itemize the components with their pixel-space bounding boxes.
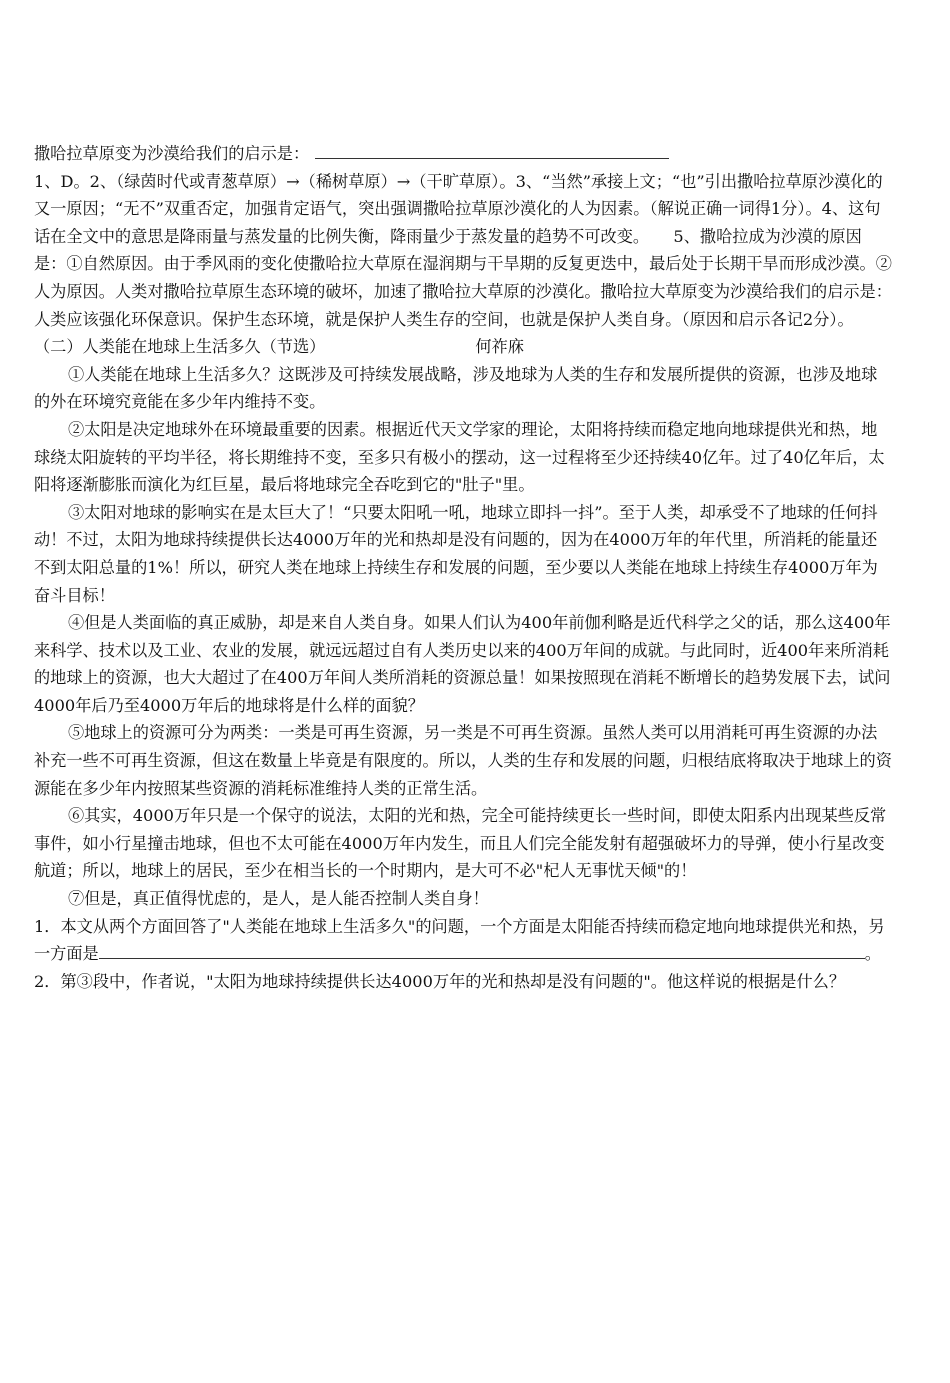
question-1-text: 1．本文从两个方面回答了"人类能在地球上生活多久"的问题，一个方面是太阳能否持续而稳定地向地球提供光和热，另一方面是 bbox=[34, 916, 885, 964]
paragraph-1: ①人类能在地球上生活多久？这既涉及可持续发展战略，涉及地球为人类的生存和发展所提供的资源，也涉及地球的外在环境究竟能在多少年内维持不变。 bbox=[34, 364, 878, 412]
section-author: 何祚庥 bbox=[475, 337, 524, 357]
paragraph-6: ⑥其实，4000万年只是一个保守的说法，太阳的光和热，完全可能持续更长一些时间，即使太阳系内出现某些反常事件，如小行星撞击地球，但也不太可能在4000万年内发生，而且人们完全能发射有超强破坏力的导弹，使小行星改变航道；所以，地球上的居民，至少在相当长的一个时期内，是大可不必"杞人无事忧天倾"的！ bbox=[34, 806, 887, 881]
answer-key: 1、D。2、（绿茵时代或青葱草原）→（稀树草原）→（干旷草原）。3、“当然”承接上文；“也”引出撒哈拉草原沙漠化的又一原因；“无不”双重否定，加强肯定语气，突出强调撒哈拉草原沙漠化的人为因素。（解说正确一词得1分）。4、这句话在全文中的意思是降雨量与蒸发量的比例失衡，降雨量少于蒸发量的趋势不可改变。 5、撒哈拉成为沙漠的原因是：①自然原因。由于季风雨的变化使撒哈拉大草原在湿润期与干旱期的反复更迭中，最后处于长期干旱而形成沙漠。②人为原因。人类对撒哈拉草原生态环境的破坏，加速了撒哈拉大草原的沙漠化。撒哈拉大草原变为沙漠给我们的启示是：人类应该强化环保意识。保护生态环境，就是保护人类生存的空间，也就是保护人类自身。（原因和启示各记2分）。 bbox=[34, 171, 892, 329]
section-heading bbox=[34, 333, 892, 361]
paragraph-2: ②太阳是决定地球外在环境最重要的因素。根据近代天文学家的理论，太阳将持续而稳定地向地球提供光和热，地球绕太阳旋转的平均半径，将长期维持不变，至多只有极小的摆动，这一过程将至少还持续40亿年。过了40亿年后，太阳将逐渐膨胀而演化为红巨星，最后将地球完全吞吃到它的"肚子"里。 bbox=[34, 419, 885, 495]
question-1-blank-continued[interactable] bbox=[719, 942, 865, 959]
question-1-end: 。 bbox=[864, 944, 881, 964]
section-title: （二）人类能在地球上生活多久（节选） bbox=[34, 337, 326, 357]
question-1-blank[interactable] bbox=[99, 942, 719, 959]
question-1 bbox=[34, 913, 892, 968]
paragraph-4: ④但是人类面临的真正威胁，却是来自人类自身。如果人们认为400年前伽利略是近代科学之父的话，那么这400年来科学、技术以及工业、农业的发展，就远远超过自有人类历史以来的400万年间的成就。与此同时，近400年来所消耗的地球上的资源，也大大超过了在400万年间人类所消耗的资源总量！如果按照现在消耗不断增长的趋势发展下去，试问4000年后乃至4000万年后的地球将是什么样的面貌？ bbox=[34, 613, 891, 715]
intro-prompt: 撒哈拉草原变为沙漠给我们的启示是： bbox=[34, 144, 310, 163]
paragraph-5: ⑤地球上的资源可分为两类：一类是可再生资源，另一类是不可再生资源。虽然人类可以用消耗可再生资源的办法补充一些不可再生资源，但这在数量上毕竟是有限度的。所以，人类的生存和发展的问题，归根结底将取决于地球上的资源能在多少年内按照某些资源的消耗标准维持人类的正常生活。 bbox=[34, 723, 892, 798]
intro-question bbox=[34, 140, 892, 168]
answer-blank[interactable] bbox=[315, 142, 669, 159]
question-2: 2．第③段中，作者说，"太阳为地球持续提供长达4000万年的光和热却是没有问题的"。他这样说的根据是什么？ bbox=[34, 971, 846, 991]
document-page bbox=[34, 140, 892, 995]
paragraph-3: ③太阳对地球的影响实在是太巨大了！“只要太阳吼一吼，地球立即抖一抖”。至于人类，却承受不了地球的任何抖动！不过，太阳为地球持续提供长达4000万年的光和热却是没有问题的，因为在4000万年的年代里，所消耗的能量还不到太阳总量的1%！所以，研究人类在地球上持续生存和发展的问题，至少要以人类能在地球上持续生存4000万年为奋斗目标！ bbox=[34, 502, 878, 605]
paragraph-7: ⑦但是，真正值得忧虑的，是人，是人能否控制人类自身！ bbox=[68, 889, 489, 909]
